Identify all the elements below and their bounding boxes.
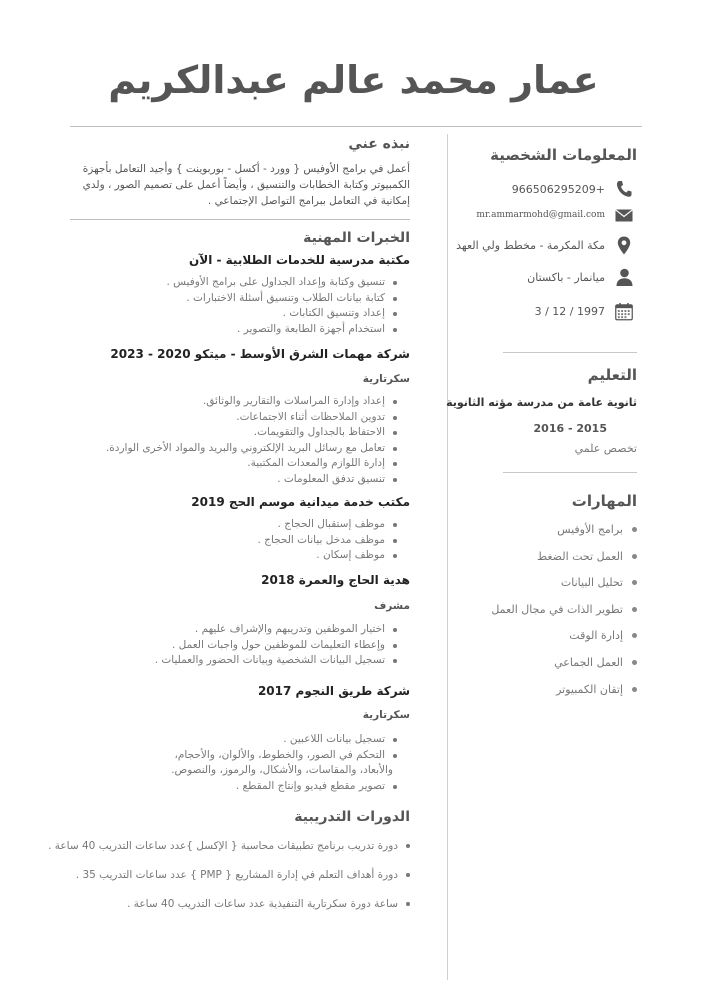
job-bullet: تدوين الملاحظات أثناء الاجتماعات.: [106, 410, 397, 426]
full-name: عمار محمد عالم عبدالكريم: [108, 58, 599, 102]
location-pin-icon: [615, 236, 633, 254]
about-divider: [70, 219, 410, 220]
nationality-row: [453, 268, 633, 286]
courses-list: [48, 838, 410, 925]
skills-list: [491, 521, 637, 707]
sidebar: [446, 0, 645, 1000]
job-bullet: موظف إستقبال الحجاج .: [258, 517, 398, 533]
skill-item: تحليل البيانات: [491, 574, 637, 601]
job-bullet: تنسيق تدفق المعلومات .: [106, 472, 397, 488]
about-heading: نبذه عني: [348, 136, 410, 152]
job-role: سكرتارية: [362, 709, 410, 721]
address: مكة المكرمة - مخطط ولي العهد: [456, 238, 605, 252]
skills-divider: [503, 472, 637, 473]
education-divider: [503, 352, 637, 353]
job-bullet: تسجيل البيانات الشخصية وبيانات الحضور والعمليات .: [155, 653, 397, 669]
user-icon: [615, 268, 633, 286]
course-item: ساعة دورة سكرتارية التنفيذية عدد ساعات التدريب 40 ساعة .: [48, 896, 410, 925]
job-bullets: [171, 732, 397, 794]
experience-heading: الخبرات المهنية: [303, 230, 410, 246]
skill-item: العمل الجماعي: [491, 654, 637, 681]
skills-heading: المهارات: [571, 492, 637, 510]
job-bullet: تنسيق وكتابة وإعداد الجداول على برامج الأوفيس .: [166, 275, 397, 291]
job-bullet: وإعطاء التعليمات للموظفين حول واجبات العمل .: [155, 638, 397, 654]
job-title: مكتب خدمة ميدانية موسم الحج 2019: [191, 495, 410, 509]
skill-item: تطوير الذات في مجال العمل: [491, 601, 637, 628]
about-text: أعمل في برامج الأوفيس { وورد - أكسل - بوربوينت } وأجيد التعامل بأجهزة الكمبيوتر وكتابة الخطابات والتنسيق ، وأيضاً أعمل على تصميم الصور ، ولدي إمكانية في التعامل ببرامج التواصل الإجتماعي .: [82, 163, 410, 207]
job-bullet: إعداد وتنسيق الكتابات .: [166, 306, 397, 322]
calendar-icon: [615, 302, 633, 320]
skill-item: برامج الأوفيس: [491, 521, 637, 548]
job-bullet: الاحتفاظ بالجداول والتقويمات.: [106, 425, 397, 441]
skill-item: إدارة الوقت: [491, 627, 637, 654]
job-bullets: [258, 517, 398, 564]
course-item: دورة تدريب برنامج تطبيقات محاسبة { الإكسل }عدد ساعات التدريب 40 ساعة .: [48, 838, 410, 867]
courses-heading: الدورات التدريبية: [294, 809, 410, 825]
job-bullet: موظف مدخل بيانات الحجاج .: [258, 533, 398, 549]
job-bullet-continuation: والأبعاد، والمقاسات، والأشكال، والرموز، والنصوص.: [171, 764, 393, 776]
birthdate-row: [453, 302, 633, 320]
job-bullets: [166, 275, 397, 337]
education-heading: التعليم: [587, 366, 637, 384]
job-title: شركة مهمات الشرق الأوسط - ميتكو 2020 - 2023: [110, 347, 410, 361]
birthdate: 3 / 12 / 1997: [534, 304, 605, 318]
job-role: مشرف: [374, 600, 410, 612]
phone-icon: [615, 180, 633, 198]
job-bullet: اختيار الموظفين وتدريبهم والإشراف عليهم .: [155, 622, 397, 638]
job-title: شركة طريق النجوم 2017: [257, 684, 410, 698]
phone-row: [453, 180, 633, 198]
job-bullet: إعداد وإدارة المراسلات والتقارير والوثائق.: [106, 394, 397, 410]
job-bullet: موظف إسكان .: [258, 548, 398, 564]
skill-item: إتقان الكمبيوتر: [491, 681, 637, 708]
job-role: سكرتارية: [362, 373, 410, 385]
job-bullet: استخدام أجهزة الطابعة والتصوير .: [166, 322, 397, 338]
job-bullets: [155, 622, 397, 669]
education-years: 2016 - 2015: [533, 422, 607, 435]
job-bullet: كتابة بيانات الطلاب وتنسيق أسئلة الاختبارات .: [166, 291, 397, 307]
job-bullet: إدارة اللوازم والمعدات المكتبية.: [106, 456, 397, 472]
skill-item: العمل تحت الضغط: [491, 548, 637, 575]
envelope-icon: [615, 206, 633, 224]
job-bullet: تصوير مقطع فيديو وإنتاج المقطع .: [171, 779, 397, 795]
job-title: هدية الحاج والعمرة 2018: [261, 573, 410, 587]
job-bullets: [106, 394, 397, 487]
course-item: دورة أهداف التعلم في إدارة المشاريع { PMP } عدد ساعات التدريب 35 .: [48, 867, 410, 896]
job-bullet: التحكم في الصور، والخطوط، والألوان، والأحجام،: [171, 748, 397, 764]
email-address: mr.ammarmohd@gmail.com: [476, 210, 605, 220]
phone-number: +966506295209: [511, 182, 605, 196]
email-row: [453, 206, 633, 224]
personal-info-heading: المعلومات الشخصية: [490, 146, 637, 164]
job-bullet: تسجيل بيانات اللاعبين .: [171, 732, 397, 748]
job-bullet: تعامل مع رسائل البريد الإلكتروني والبريد والمواد الأخرى الواردة.: [106, 441, 397, 457]
job-title: مكتبة مدرسية للخدمات الطلابية - الآن: [189, 253, 410, 267]
education-degree: ثانوية عامة من مدرسة مؤته الثانوية: [446, 396, 637, 409]
column-divider: [447, 134, 448, 980]
address-row: [453, 236, 633, 254]
nationality: ميانمار - باكستان: [527, 270, 605, 284]
education-major: تخصص علمي: [574, 442, 637, 455]
